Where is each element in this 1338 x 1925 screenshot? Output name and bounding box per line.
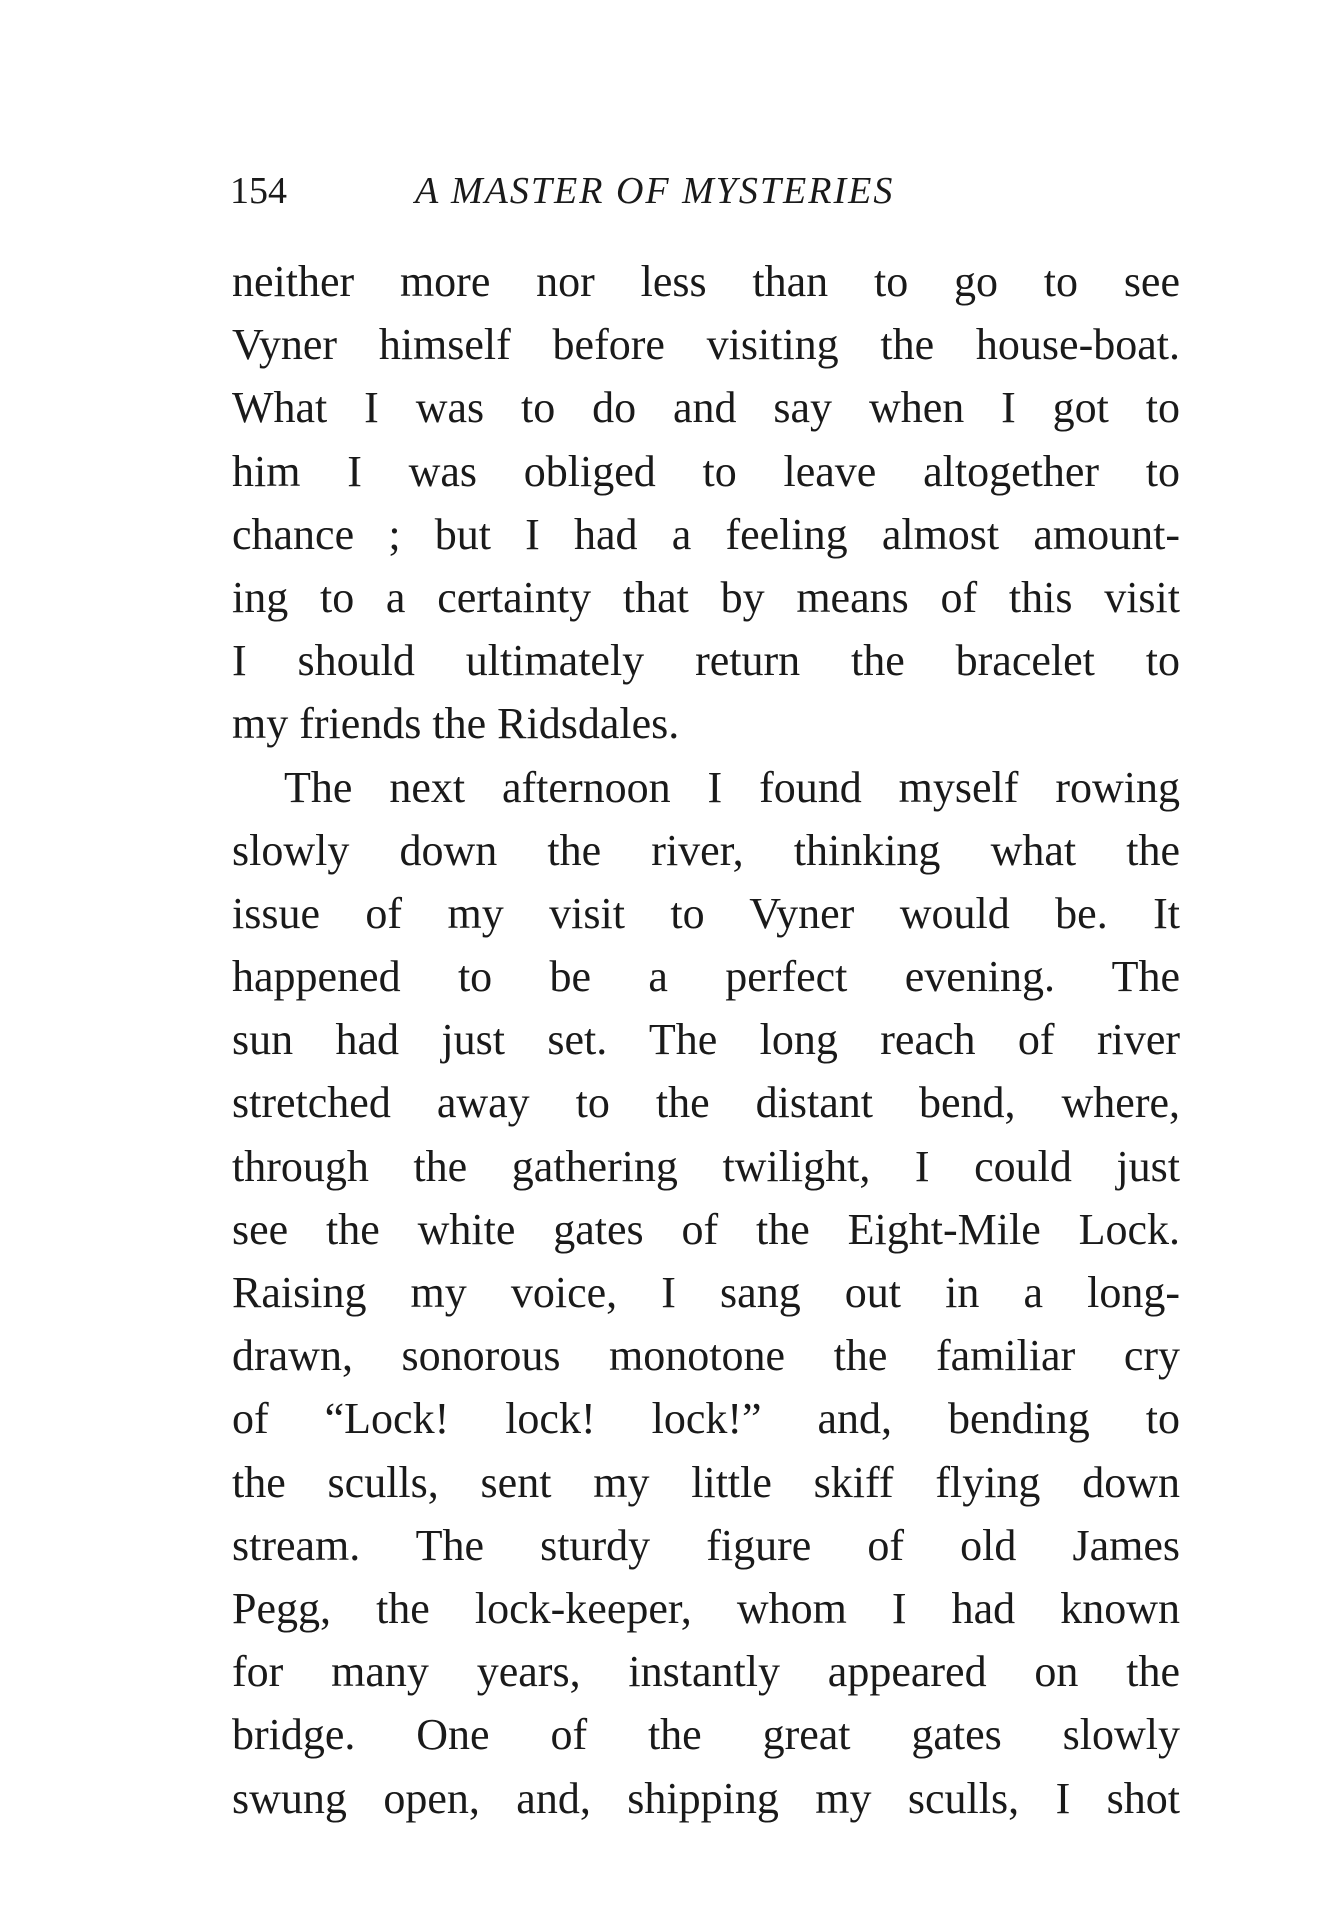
text-line: stretched away to the distant bend, where, <box>232 1078 1180 1128</box>
text-line: The next afternoon I found myself rowing <box>284 762 1180 812</box>
text-line: drawn, sonorous monotone the familiar cry <box>232 1331 1180 1381</box>
text-line: Vyner himself before visiting the house-boat. <box>232 320 1180 370</box>
text-line: Raising my voice, I sang out in a long- <box>232 1268 1180 1317</box>
body-text <box>232 250 1180 1830</box>
text-line: I should ultimately return the bracelet to <box>232 636 1180 686</box>
text-line: the sculls, sent my little skiff flying down <box>232 1457 1180 1507</box>
paragraph-1 <box>232 250 1180 756</box>
running-title: A MASTER OF MYSTERIES <box>415 170 895 212</box>
text-line: Pegg, the lock-keeper, whom I had known <box>232 1583 1180 1633</box>
page-number: 154 <box>230 170 287 212</box>
text-line: issue of my visit to Vyner would be. It <box>232 888 1180 938</box>
text-line: ing to a certainty that by means of this visit <box>232 572 1180 622</box>
text-line: swung open, and, shipping my sculls, I shot <box>232 1773 1180 1823</box>
text-line: of “Lock! lock! lock!” and, bending to <box>232 1394 1180 1444</box>
text-line: chance ; but I had a feeling almost amount- <box>232 509 1180 559</box>
text-line: see the white gates of the Eight-Mile Lock. <box>232 1204 1180 1254</box>
text-line: happened to be a perfect evening. The <box>232 952 1180 1002</box>
text-line: stream. The sturdy figure of old James <box>232 1520 1180 1570</box>
paragraph-2 <box>232 756 1180 1830</box>
text-line: sun had just set. The long reach of river <box>232 1015 1180 1065</box>
page-header <box>230 166 1000 216</box>
text-line: bridge. One of the great gates slowly <box>232 1710 1180 1760</box>
text-line: What I was to do and say when I got to <box>232 383 1180 433</box>
text-line: him I was obliged to leave altogether to <box>232 446 1180 496</box>
text-line: neither more nor less than to go to see <box>232 257 1180 306</box>
text-line: for many years, instantly appeared on the <box>232 1647 1180 1697</box>
text-line: slowly down the river, thinking what the <box>232 825 1180 875</box>
text-line: my friends the Ridsdales. <box>232 699 680 749</box>
text-line: through the gathering twilight, I could just <box>232 1141 1180 1191</box>
